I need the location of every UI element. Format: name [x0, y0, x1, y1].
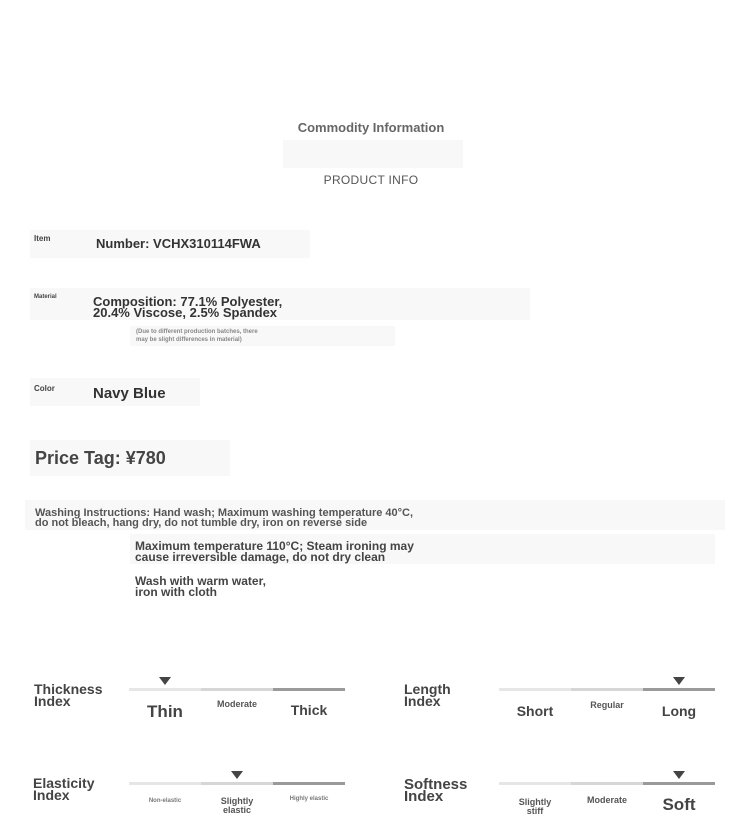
softness-index-label: Softness Index	[404, 776, 468, 805]
length-index-option: Long	[661, 703, 697, 719]
softness-index-marker-icon	[673, 771, 685, 779]
page-subtitle: PRODUCT INFO	[323, 173, 419, 187]
length-index-marker-icon	[673, 677, 685, 685]
item-label: Item	[34, 234, 51, 243]
washing-instructions: Washing Instructions: Hand wash; Maximum washing temperature 40°C, do not bleach, hang dry, do not tumble dry, iron on reverse side	[35, 507, 414, 529]
length-index	[404, 676, 724, 736]
softness-index-segment	[499, 782, 571, 785]
thickness-index-segment	[129, 688, 201, 691]
material-note: (Due to different production batches, there may be slight differences in material)	[136, 329, 258, 343]
softness-index	[404, 770, 724, 830]
title-shade	[283, 140, 463, 168]
thickness-index	[34, 676, 354, 736]
elasticity-index-segment	[273, 782, 345, 785]
material-label: Material	[34, 294, 57, 300]
softness-index-segment	[643, 782, 715, 785]
elasticity-index-option: Slightly elastic	[220, 796, 254, 815]
elasticity-index-bar	[129, 782, 345, 785]
color-label: Color	[34, 384, 55, 393]
color-value: Navy Blue	[93, 385, 166, 402]
length-index-option: Short	[516, 703, 554, 719]
material-composition: Composition: 77.1% Polyester, 20.4% Viscose, 2.5% Spandex	[93, 294, 283, 320]
length-index-segment	[499, 688, 571, 691]
softness-index-option: Moderate	[586, 795, 627, 805]
page-title: Commodity Information	[297, 120, 445, 135]
length-index-bar	[499, 688, 715, 691]
softness-index-option: Soft	[662, 795, 696, 814]
length-index-segment	[643, 688, 715, 691]
elasticity-index-option: Non-elastic	[148, 798, 182, 804]
thickness-index-marker-icon	[159, 677, 171, 685]
softness-index-option: Slightly stiff	[518, 797, 552, 816]
ironing-instructions: Maximum temperature 110°C; Steam ironing may cause irreversible damage, do not dry clean	[135, 539, 414, 564]
thickness-index-bar	[129, 688, 345, 691]
softness-index-segment	[571, 782, 643, 785]
thickness-index-segment	[201, 688, 273, 691]
thickness-index-option: Thick	[290, 702, 328, 718]
elasticity-index-segment	[129, 782, 201, 785]
thickness-index-segment	[273, 688, 345, 691]
care-tip: Wash with warm water, iron with cloth	[135, 574, 266, 599]
item-number: Number: VCHX310114FWA	[96, 236, 261, 251]
length-index-option: Regular	[590, 700, 624, 710]
elasticity-index	[33, 770, 353, 830]
price-tag: Price Tag: ¥780	[35, 448, 166, 468]
elasticity-index-marker-icon	[231, 771, 243, 779]
length-index-segment	[571, 688, 643, 691]
elasticity-index-label: Elasticity Index	[33, 775, 95, 803]
thickness-index-label: Thickness Index	[34, 681, 103, 709]
elasticity-index-option: Highly elastic	[289, 796, 329, 802]
thickness-index-option: Thin	[147, 702, 183, 721]
elasticity-index-segment	[201, 782, 273, 785]
length-index-label: Length Index	[404, 681, 451, 709]
thickness-index-option: Moderate	[216, 699, 257, 709]
softness-index-bar	[499, 782, 715, 785]
